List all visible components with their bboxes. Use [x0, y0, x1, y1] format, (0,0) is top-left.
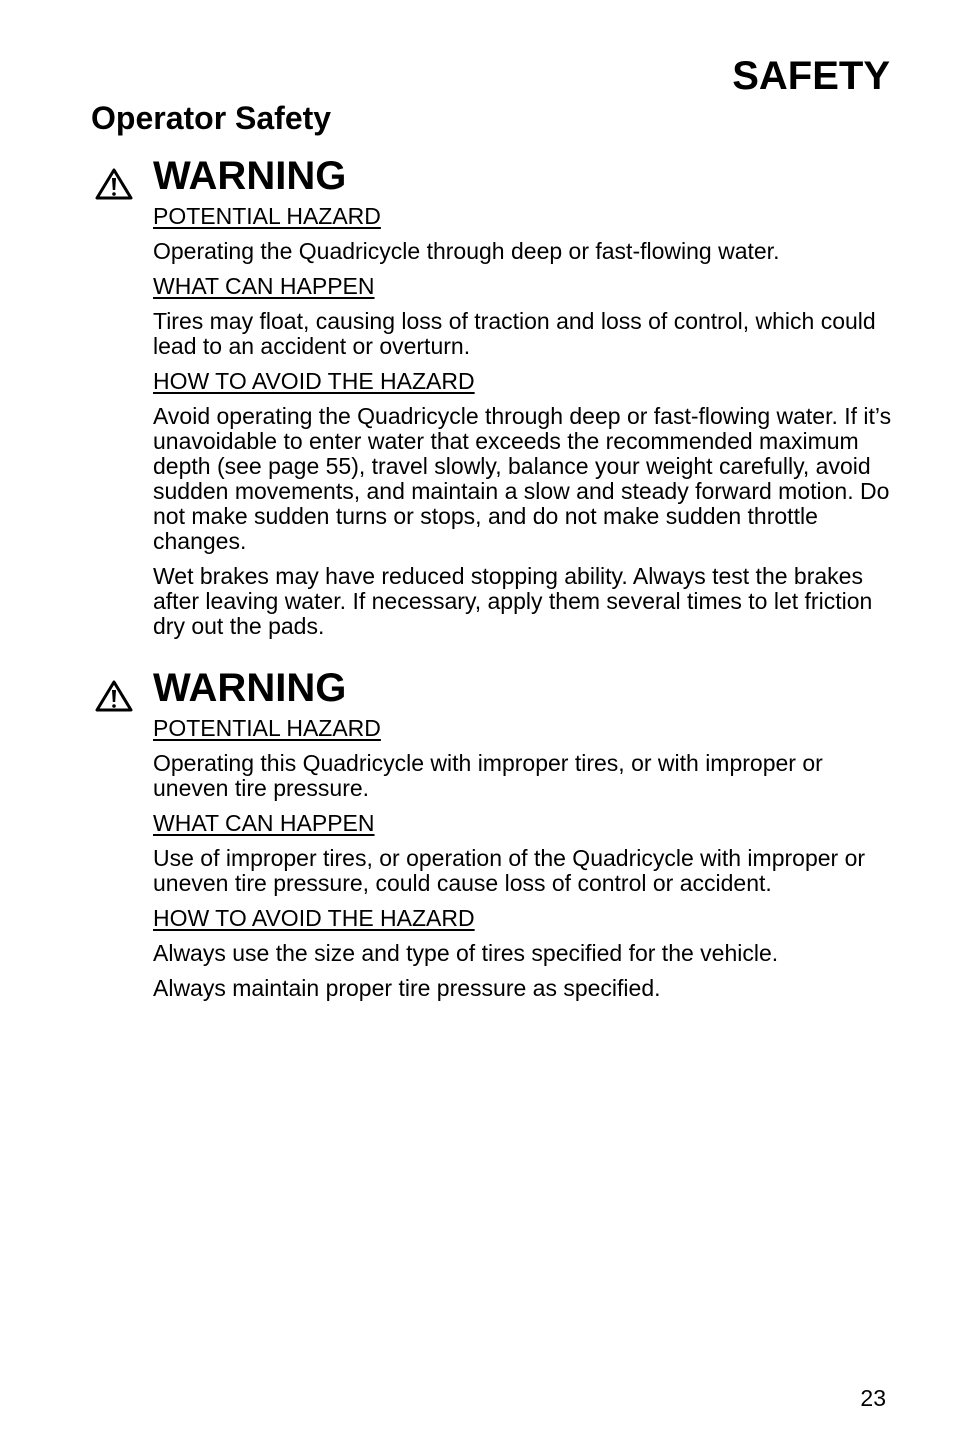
- warning-body: [153, 204, 893, 649]
- warning-header: [0, 668, 954, 712]
- potential-hazard-text: Operating the Quadricycle through deep or fast-flowing water.: [153, 238, 780, 264]
- section-title: SAFETY: [732, 54, 890, 98]
- how-to-avoid-label: HOW TO AVOID THE HAZARD: [153, 368, 475, 394]
- how-to-avoid-label: HOW TO AVOID THE HAZARD: [153, 905, 475, 931]
- what-can-happen-label: WHAT CAN HAPPEN: [153, 810, 375, 836]
- what-can-happen-text: Tires may float, causing loss of traction and loss of control, which could lead to an accident or overturn.: [153, 308, 876, 359]
- warning-title: WARNING: [153, 666, 347, 710]
- warning-triangle-icon: [95, 168, 133, 200]
- potential-hazard-text: Operating this Quadricycle with improper tires, or with improper or uneven tire pressure.: [153, 750, 823, 801]
- what-can-happen-text: Use of improper tires, or operation of the Quadricycle with improper or uneven tire pressure, could cause loss of control or accident.: [153, 845, 866, 896]
- subsection-title: Operator Safety: [91, 100, 332, 136]
- warning-title: WARNING: [153, 154, 347, 198]
- how-to-avoid-paragraph: Always use the size and type of tires specified for the vehicle.: [153, 940, 779, 966]
- potential-hazard-label: POTENTIAL HAZARD: [153, 203, 381, 229]
- how-to-avoid-paragraph: Avoid operating the Quadricycle through deep or fast-flowing water. If it’s unavoidable to enter water that exceeds the recommended maximum depth (see page 55), travel slowly, balance your weight carefully, avoid sudden movements, and maintain a slow and steady forward motion. Do not make sudden turns or stops, and do not make sudden throttle changes.: [153, 403, 892, 554]
- how-to-avoid-paragraph: Always maintain proper tire pressure as specified.: [153, 975, 661, 1001]
- what-can-happen-label: WHAT CAN HAPPEN: [153, 273, 375, 299]
- warning-body: [153, 716, 893, 1011]
- potential-hazard-label: POTENTIAL HAZARD: [153, 715, 381, 741]
- how-to-avoid-paragraph: Wet brakes may have reduced stopping ability. Always test the brakes after leaving water. If necessary, apply them several times to let friction dry out the pads.: [153, 563, 873, 639]
- page-number: 23: [860, 1385, 886, 1411]
- warning-header: [0, 156, 954, 200]
- warning-triangle-icon: [95, 680, 133, 712]
